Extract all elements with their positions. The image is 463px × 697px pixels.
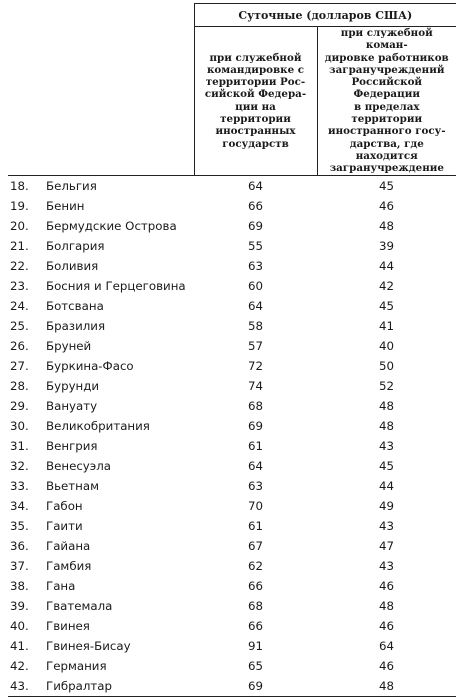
row-number: 25.: [10, 318, 29, 333]
row-number: 42.: [10, 658, 29, 673]
table-row: [8, 376, 456, 396]
per-diem-foreign-value: 63: [247, 478, 263, 493]
table-row: [8, 676, 456, 697]
row-number: 30.: [10, 418, 29, 433]
country-name: Габон: [46, 498, 83, 513]
table-row: [8, 296, 456, 316]
table-row: [8, 596, 456, 616]
row-number: 34.: [10, 498, 29, 513]
per-diem-table: [8, 3, 456, 697]
per-diem-local-value: 48: [379, 598, 395, 613]
country-name: Бермудские Острова: [46, 218, 177, 233]
row-number: 38.: [10, 578, 29, 593]
per-diem-foreign-value: 66: [247, 618, 263, 633]
table-row: [8, 196, 456, 216]
table-row: [8, 636, 456, 656]
country-name: Гвинея-Бисау: [46, 638, 131, 653]
per-diem-local-value: 48: [379, 218, 395, 233]
country-name: Боливия: [46, 258, 99, 273]
row-number: 41.: [10, 638, 29, 653]
per-diem-local-value: 46: [379, 618, 395, 633]
table-row: [8, 336, 456, 356]
per-diem-foreign-value: 64: [247, 298, 263, 313]
per-diem-local-value: 64: [379, 638, 395, 653]
row-number: 33.: [10, 478, 29, 493]
per-diem-foreign-value: 69: [247, 418, 263, 433]
country-name: Бельгия: [46, 178, 97, 193]
per-diem-local-value: 42: [379, 278, 395, 293]
table-row: [8, 616, 456, 636]
table-row: [8, 516, 456, 536]
per-diem-foreign-value: 55: [247, 238, 263, 253]
per-diem-foreign-value: 65: [247, 658, 263, 673]
per-diem-local-value: 52: [379, 378, 395, 393]
table-row: [8, 576, 456, 596]
country-name: Гаити: [46, 518, 83, 533]
header-col-local-trip: при служебной коман- дировке работников загранучреждений Российской Федерации в пределах территории иностранного госу- дарства, где находится загранучреждение: [317, 27, 456, 176]
row-number: 43.: [8, 676, 46, 697]
country-name: Болгария: [46, 238, 105, 253]
table-row: [8, 436, 456, 456]
per-diem-local-value: 45: [379, 458, 395, 473]
country-name: Гайана: [46, 538, 91, 553]
table-row: [8, 556, 456, 576]
country-name: Вьетнам: [46, 478, 100, 493]
per-diem-foreign-value: 70: [247, 498, 263, 513]
per-diem-local-value: 46: [379, 198, 395, 213]
per-diem-local-value: 40: [379, 338, 395, 353]
per-diem-local-value: 48: [317, 676, 456, 697]
row-number: 26.: [10, 338, 29, 353]
table-row: [8, 536, 456, 556]
per-diem-foreign-value: 63: [247, 258, 263, 273]
row-number: 37.: [10, 558, 29, 573]
per-diem-foreign-value: 68: [247, 598, 263, 613]
header-blank-cell: [8, 4, 194, 176]
per-diem-foreign-value: 66: [247, 198, 263, 213]
country-name: Гвинея: [46, 618, 90, 633]
per-diem-foreign-value: 64: [247, 178, 263, 193]
per-diem-local-value: 43: [379, 558, 395, 573]
country-name: Буркина-Фасо: [46, 358, 134, 373]
table-row: [8, 396, 456, 416]
per-diem-local-value: 47: [379, 538, 395, 553]
per-diem-foreign-value: 61: [247, 438, 263, 453]
per-diem-local-value: 43: [379, 518, 395, 533]
row-number: 39.: [10, 598, 29, 613]
country-name: Бразилия: [46, 318, 106, 333]
table-row: [8, 476, 456, 496]
header-group-per-diem: Суточные (долларов США): [194, 4, 456, 27]
table-row: [8, 175, 456, 196]
country-name: Великобритания: [46, 418, 150, 433]
row-number: 27.: [10, 358, 29, 373]
row-number: 28.: [10, 378, 29, 393]
row-number: 31.: [10, 438, 29, 453]
table-row: [8, 496, 456, 516]
per-diem-local-value: 48: [379, 398, 395, 413]
per-diem-foreign-value: 67: [247, 538, 263, 553]
table-row: [8, 356, 456, 376]
row-number: 21.: [10, 238, 29, 253]
table-body: [8, 175, 456, 696]
country-name: Гибралтар: [46, 676, 194, 697]
per-diem-foreign-value: 57: [247, 338, 263, 353]
per-diem-local-value: 44: [379, 258, 395, 273]
country-name: Гана: [46, 578, 76, 593]
country-name: Гамбия: [46, 558, 92, 573]
table-row: [8, 256, 456, 276]
table-row: [8, 656, 456, 676]
per-diem-foreign-value: 66: [247, 578, 263, 593]
per-diem-foreign-value: 69: [247, 218, 263, 233]
header-col-foreign-trip: при служебной командировке с территории Рос- сийской Федера- ции на территории иностранных государств: [194, 27, 317, 176]
row-number: 23.: [10, 278, 29, 293]
per-diem-local-value: 48: [379, 418, 395, 433]
per-diem-local-value: 45: [379, 298, 395, 313]
row-number: 40.: [10, 618, 29, 633]
per-diem-local-value: 46: [379, 578, 395, 593]
row-number: 24.: [10, 298, 29, 313]
country-name: Ботсвана: [46, 298, 104, 313]
per-diem-foreign-value: 91: [247, 638, 263, 653]
row-number: 22.: [10, 258, 29, 273]
per-diem-local-value: 43: [379, 438, 395, 453]
row-number: 18.: [10, 178, 29, 193]
table-row: [8, 416, 456, 436]
row-number: 20.: [10, 218, 29, 233]
per-diem-local-value: 49: [379, 498, 395, 513]
table-row: [8, 456, 456, 476]
per-diem-foreign-value: 69: [194, 676, 317, 697]
per-diem-local-value: 41: [379, 318, 395, 333]
row-number: 36.: [10, 538, 29, 553]
country-name: Венесуэла: [46, 458, 112, 473]
country-name: Венгрия: [46, 438, 98, 453]
per-diem-foreign-value: 61: [247, 518, 263, 533]
per-diem-foreign-value: 68: [247, 398, 263, 413]
table-header: [8, 4, 456, 176]
row-number: 32.: [10, 458, 29, 473]
per-diem-foreign-value: 72: [247, 358, 263, 373]
per-diem-local-value: 50: [379, 358, 395, 373]
country-name: Босния и Герцеговина: [46, 278, 186, 293]
per-diem-foreign-value: 74: [247, 378, 263, 393]
country-name: Бурунди: [46, 378, 100, 393]
per-diem-foreign-value: 64: [247, 458, 263, 473]
country-name: Германия: [46, 658, 107, 673]
row-number: 35.: [10, 518, 29, 533]
table-row: [8, 276, 456, 296]
table-row: [8, 316, 456, 336]
country-name: Гватемала: [46, 598, 113, 613]
per-diem-foreign-value: 60: [247, 278, 263, 293]
country-name: Бруней: [46, 338, 92, 353]
per-diem-foreign-value: 58: [247, 318, 263, 333]
per-diem-local-value: 44: [379, 478, 395, 493]
table-row: [8, 236, 456, 256]
country-name: Бенин: [46, 198, 85, 213]
table-row: [8, 216, 456, 236]
per-diem-local-value: 39: [379, 238, 395, 253]
per-diem-table-page: [8, 3, 456, 697]
country-name: Вануату: [46, 398, 98, 413]
per-diem-local-value: 46: [379, 658, 395, 673]
row-number: 19.: [10, 198, 29, 213]
row-number: 29.: [10, 398, 29, 413]
per-diem-local-value: 45: [379, 178, 395, 193]
per-diem-foreign-value: 62: [247, 558, 263, 573]
